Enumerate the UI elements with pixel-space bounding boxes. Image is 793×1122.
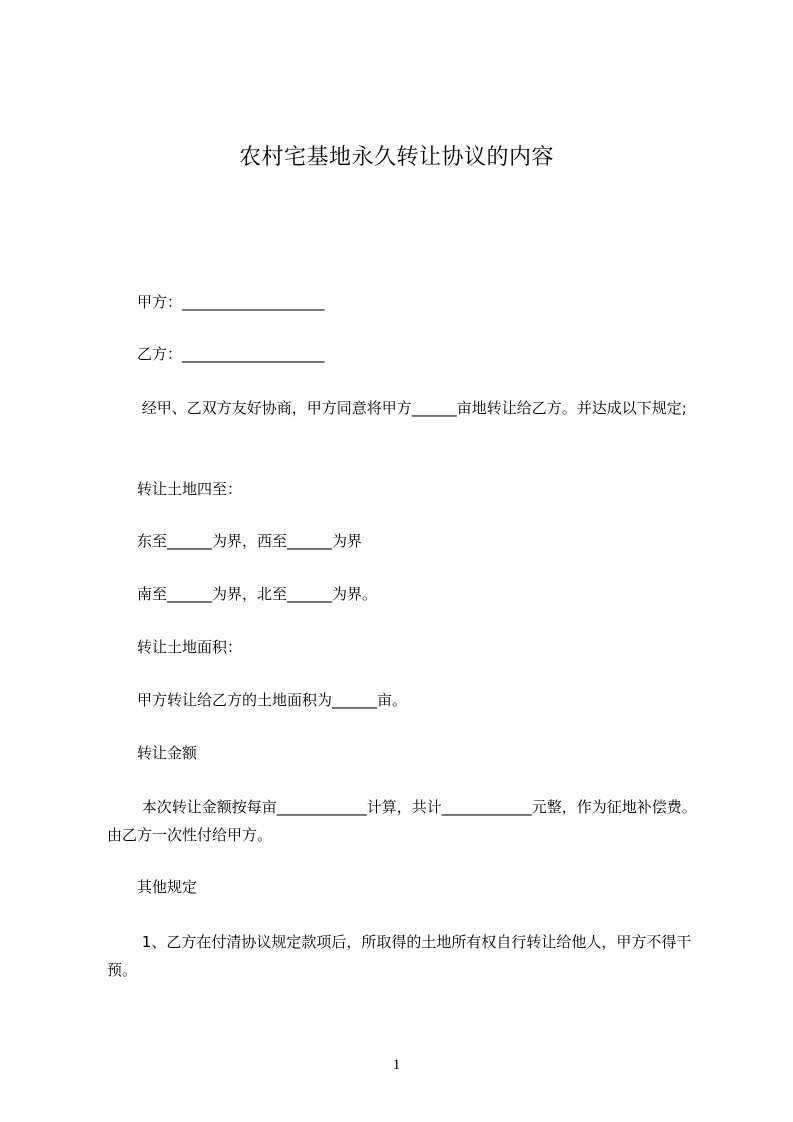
amount-heading: 转让金额 [137,744,198,762]
area-statement: 甲方转让给乙方的土地面积为______亩。 [137,691,408,709]
area-heading: 转让土地面积： [137,638,243,656]
party-b-line: 乙方：___________________ [137,345,325,363]
boundary-south-north: 南至______为界，北至______为界。 [137,585,378,603]
boundary-east-west: 东至______为界，西至______为界 [137,532,363,550]
agreement-intro-paragraph: 经甲、乙双方友好协商，甲方同意将甲方______亩地转让给乙方。并达成以下规定; [137,399,687,417]
boundary-heading: 转让土地四至： [137,480,243,498]
document-title: 农村宅基地永久转让协议的内容 [238,145,554,170]
provision-1-paragraph: 1、乙方在付清协议规定款项后，所取得的土地所有权自行转让给他人，甲方不得干预。 [107,933,692,979]
party-a-line: 甲方：___________________ [137,293,325,311]
other-provisions-heading: 其他规定 [137,878,198,896]
page-number: 1 [392,1057,401,1073]
amount-paragraph: 本次转让金额按每亩____________计算，共计____________元整，作为征地补偿费。由乙方一次性付给甲方。 [107,798,697,844]
